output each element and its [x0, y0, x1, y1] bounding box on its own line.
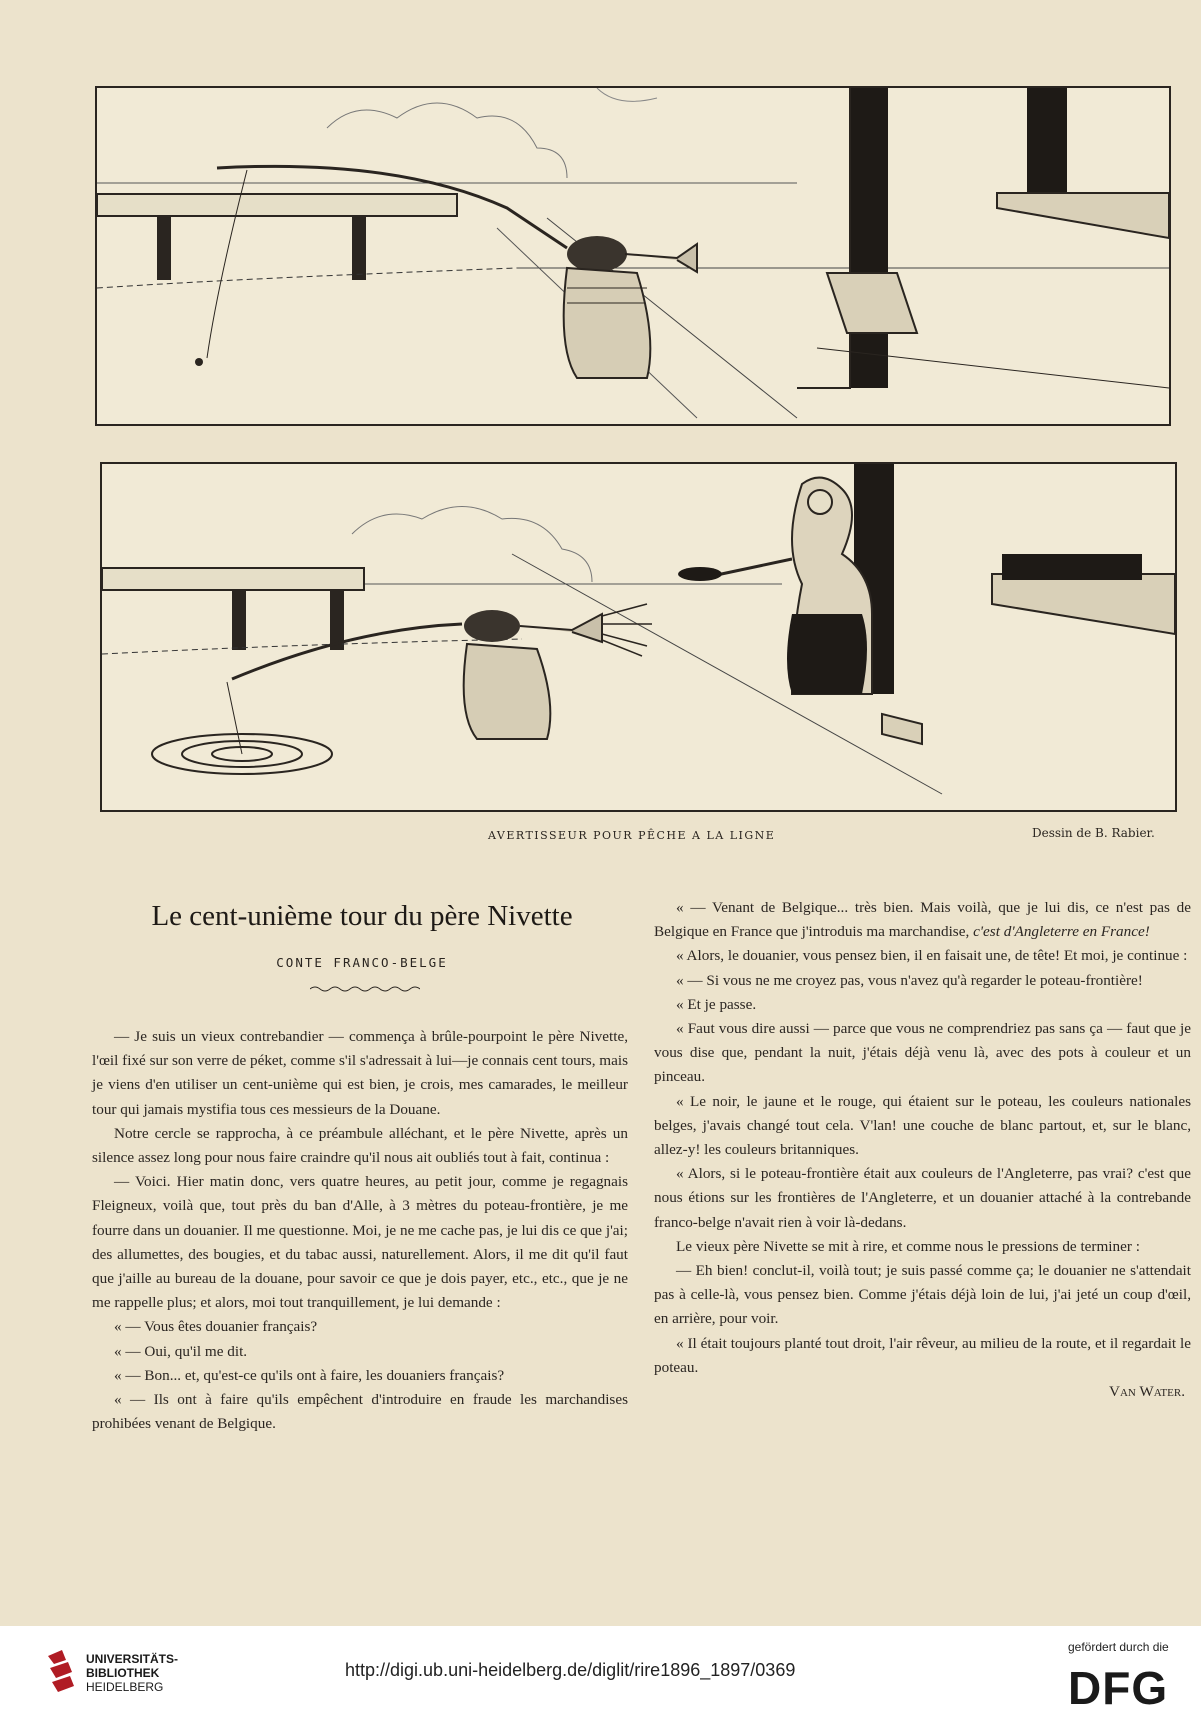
illustration-caption: AVERTISSEUR POUR PÊCHE A LA LIGNE: [488, 829, 776, 842]
funding-note: gefördert durch die: [1068, 1640, 1169, 1654]
permalink-url[interactable]: http://digi.ub.uni-heidelberg.de/diglit/rire1896_1897/0369: [345, 1660, 796, 1680]
article-title: Le cent-unième tour du père Nivette: [151, 900, 573, 932]
fishing-scene-drawing-bottom: [102, 464, 1175, 810]
paragraph: « — Ils ont à faire qu'ils empêchent d'introduire en fraude les marchandises prohibées venant de Belgique.: [92, 1391, 628, 1433]
paragraph: Notre cercle se rapprocha, à ce préambule alléchant, et le père Nivette, après un silence assez long pour nous faire craindre qu'il nous ait oubliés tout à fait, continua :: [92, 1124, 628, 1167]
library-name: [86, 1652, 178, 1694]
library-logo-icon: [44, 1648, 80, 1694]
fishing-scene-drawing-top: [97, 88, 1169, 424]
paragraph: [654, 896, 1191, 944]
paragraph: — Eh bien! conclut-il, voilà tout; je suis passé comme ça; le douanier ne s'attendait pas à celle-là, vous pensez bien. Comme j'étais déjà loin de lui, j'ai jeté un coup d'œil, en arrière, pour voir.: [654, 1262, 1191, 1328]
article-subtitle: CONTE FRANCO-BELGE: [276, 955, 448, 970]
illustration-panel-bottom: [100, 462, 1177, 812]
article-column-left: [92, 1025, 628, 1436]
paragraph: « — Bon... et, qu'est-ce qu'ils ont à faire, les douaniers français?: [114, 1366, 505, 1384]
dfg-logo: DFG: [1068, 1662, 1169, 1714]
illustration-panel-top: [95, 86, 1171, 426]
paragraph: — Voici. Hier matin donc, vers quatre heures, au petit jour, comme je regagnais Fleigneux, voilà que, tout près du ban d'Alle, à 3 mètres du poteau-frontière, je me fourre dans un douanier. Il me questionne. Moi, je ne me cache pas, je lui dis ce que j'ai; des allumettes, des bougies, et du tabac aussi, naturellement. Alors, il me dit qu'il faut que j'aille au bureau de la douane, pour savoir ce que je dois payer, etc., etc., que je ne me rappelle plus; et alors, moi tout tranquillement, je lui demande :: [92, 1173, 628, 1312]
article-column-right: [654, 896, 1191, 1404]
paragraph: « Le noir, le jaune et le rouge, qui étaient sur le poteau, les couleurs nationales belges, j'avais changé tout cela. V'lan! une couche de blanc partout, et, sur le blanc, allez-y! les couleurs britanniques.: [654, 1092, 1191, 1159]
title-flourish: [310, 985, 420, 993]
paragraph: « Il était toujours planté tout droit, l'air rêveur, au milieu de la route, et il regardait le poteau.: [654, 1334, 1191, 1376]
illustration-credit: Dessin de B. Rabier.: [1032, 826, 1155, 840]
paragraph: Le vieux père Nivette se mit à rire, et comme nous le pressions de terminer :: [676, 1237, 1140, 1255]
library-name-line: BIBLIOTHEK: [86, 1666, 160, 1680]
paragraph: « Et je passe.: [676, 995, 757, 1013]
library-name-line: HEIDELBERG: [86, 1680, 164, 1694]
paragraph-italic: c'est d'Angleterre en France!: [973, 923, 1150, 941]
paragraph: « — Vous êtes douanier français?: [114, 1318, 318, 1336]
library-name-line: UNIVERSITÄTS-: [86, 1652, 179, 1666]
article-signature: Van Water.: [1108, 1383, 1185, 1401]
paragraph: « — Si vous ne me croyez pas, vous n'avez qu'à regarder le poteau-frontière!: [676, 971, 1143, 989]
paragraph: « Faut vous dire aussi — parce que vous ne comprendriez pas sans ça — faut que je vous dise que, pendant la nuit, j'étais déjà venu là, avec des pots à couleur et un pinceau.: [654, 1020, 1191, 1086]
paragraph: « Alors, le douanier, vous pensez bien, il en faisait une, de tête! Et moi, je continue :: [676, 947, 1188, 965]
paragraph: « Alors, si le poteau-frontière était aux couleurs de l'Angleterre, pas vrai? c'est que nous étions sur les frontières de l'Angleterre, et un douanier attaché à la contrebande franco-belge n'avait rien à voir là-dedans.: [654, 1165, 1191, 1231]
paragraph-text: « — Venant de Belgique... très bien. Mais voilà, que je lui dis, ce n'est pas de Belgique en France que j'introduis ma marchandise,: [654, 899, 1191, 941]
paragraph: — Je suis un vieux contrebandier — commença à brûle-pourpoint le père Nivette, l'œil fixé sur son verre de péket, comme s'il s'adressait à lui—je connais cent tours, mais je viens d'en utiliser un cent-unième qui est bien, je crois, mes camarades, le meilleur tour qui jamais mystifia tous ces messieurs de la Douane.: [92, 1028, 628, 1118]
paragraph: « — Oui, qu'il me dit.: [114, 1342, 248, 1360]
